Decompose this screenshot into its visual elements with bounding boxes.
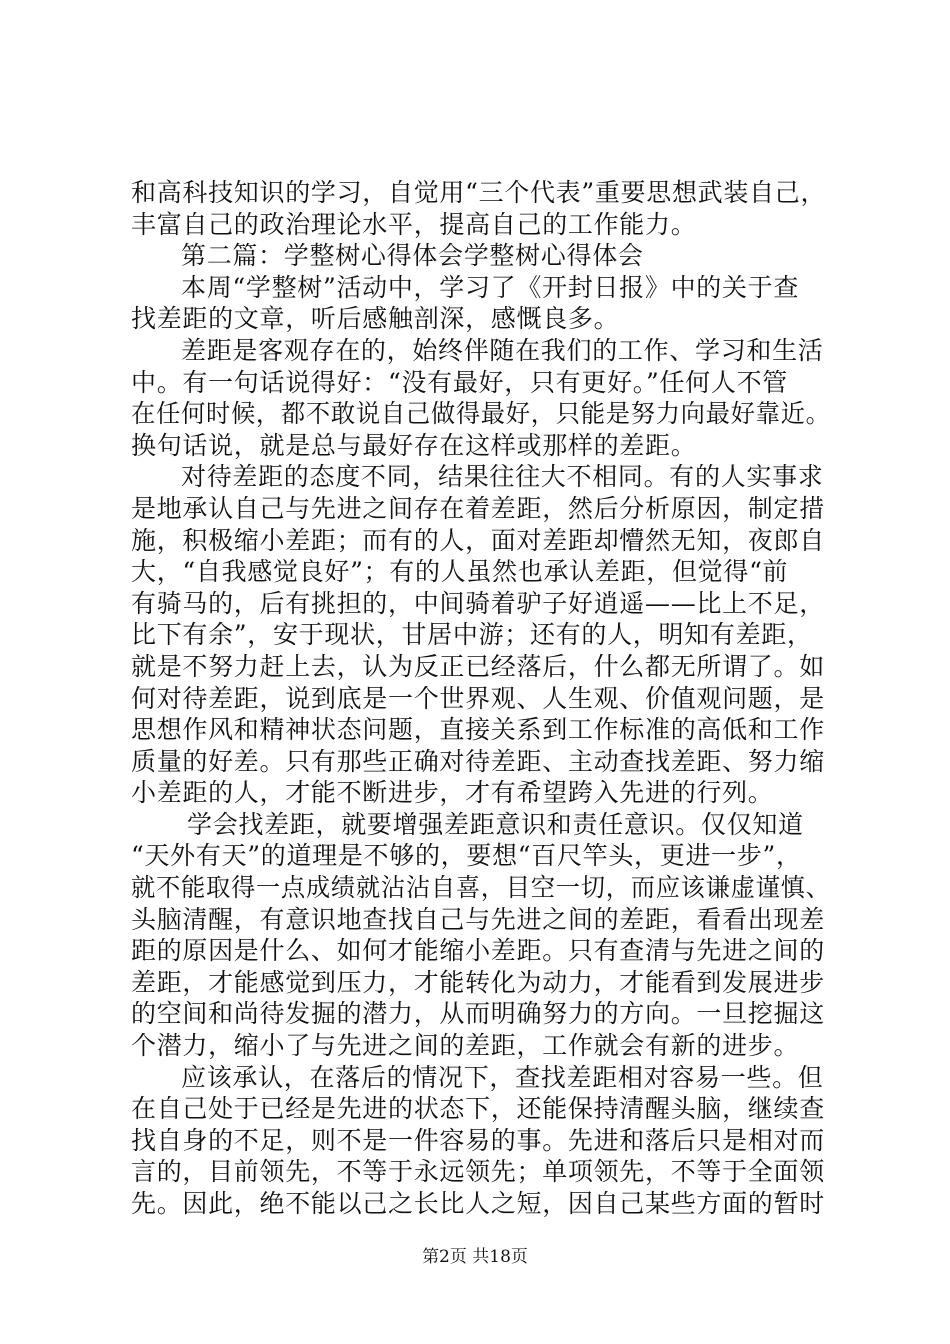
text-line: 在自己处于已经是先进的状态下，还能保持清醒头脑，继续查 bbox=[131, 1094, 825, 1124]
text-line: 找差距的文章，听后感触剖深，感慨良多。 bbox=[131, 304, 620, 334]
text-line: 就是不努力赶上去，认为反正已经落后，什么都无所谓了。如 bbox=[131, 651, 825, 681]
text-line: 差距是客观存在的，始终伴随在我们的工作、学习和生活 bbox=[181, 335, 824, 365]
text-line: 言的，目前领先，不等于永远领先；单项领先，不等于全面领 bbox=[131, 1157, 825, 1187]
text-line: 是地承认自己与先进之间存在着差距，然后分析原因，制定措 bbox=[131, 493, 825, 523]
text-line: 学会找差距，就要增强差距意识和责任意识。仅仅知道 bbox=[187, 809, 804, 839]
text-line: 思想作风和精神状态问题，直接关系到工作标准的高低和工作 bbox=[131, 715, 825, 745]
text-line: 就不能取得一点成绩就沾沾自喜，目空一切，而应该谦虚谨慎、 bbox=[131, 873, 831, 903]
text-line: 距的原因是什么、如何才能缩小差距。只有查清与先进之间的 bbox=[131, 936, 825, 966]
text-line: 在任何时候，都不敢说自己做得最好，只能是努力向最好靠近。 bbox=[131, 399, 831, 429]
text-line: 本周“学整树”活动中，学习了《开封日报》中的关于查 bbox=[181, 272, 800, 302]
text-line: 个潜力，缩小了与先进之间的差距，工作就会有新的进步。 bbox=[131, 1031, 800, 1061]
text-line: 比下有余”，安于现状，甘居中游；还有的人，明知有差距， bbox=[131, 620, 813, 650]
text-line: 小差距的人，才能不断进步，才有希望跨入先进的行列。 bbox=[131, 778, 774, 808]
text-line: 质量的好差。只有那些正确对待差距、主动查找差距、努力缩 bbox=[131, 746, 825, 776]
text-line: 的空间和尚待发掘的潜力，从而明确努力的方向。一旦挖掘这 bbox=[131, 999, 825, 1029]
text-line: 施，积极缩小差距；而有的人，面对差距却懵然无知，夜郎自 bbox=[131, 525, 825, 555]
document-body bbox=[131, 177, 831, 1220]
text-line: 头脑清醒，有意识地查找自己与先进之间的差距，看看出现差 bbox=[131, 904, 825, 934]
page-number-footer: 第2页 共18页 bbox=[422, 1247, 528, 1267]
text-line: 找自身的不足，则不是一件容易的事。先进和落后只是相对而 bbox=[131, 1125, 825, 1155]
text-line: 对待差距的态度不同，结果往往大不相同。有的人实事求 bbox=[181, 462, 824, 492]
text-line: 中。有一句话说得好：“没有最好，只有更好。”任何人不管 bbox=[131, 367, 788, 397]
section-heading: 第二篇：学整树心得体会学整树心得体会 bbox=[181, 241, 644, 271]
text-line: 大，“自我感觉良好”；有的人虽然也承认差距，但觉得“前 bbox=[131, 557, 789, 587]
text-line: 丰富自己的政治理论水平，提高自己的工作能力。 bbox=[131, 209, 697, 239]
text-line: 换句话说，就是总与最好存在这样或那样的差距。 bbox=[131, 430, 697, 460]
text-line: 何对待差距，说到底是一个世界观、人生观、价值观问题，是 bbox=[131, 683, 825, 713]
text-line: 有骑马的，后有挑担的，中间骑着驴子好逍遥——比上不足， bbox=[131, 588, 825, 618]
text-line: 应该承认，在落后的情况下，查找差距相对容易一些。但 bbox=[181, 1062, 824, 1092]
text-line: “天外有天”的道理是不够的，要想“百尺竿头，更进一步”， bbox=[131, 841, 802, 871]
text-line: 差距，才能感觉到压力，才能转化为动力，才能看到发展进步 bbox=[131, 967, 825, 997]
text-line: 先。因此，绝不能以己之长比人之短，因自己某些方面的暂时 bbox=[131, 1189, 825, 1218]
text-line: 和高科技知识的学习，自觉用“三个代表”重要思想武装自己， bbox=[131, 178, 827, 207]
